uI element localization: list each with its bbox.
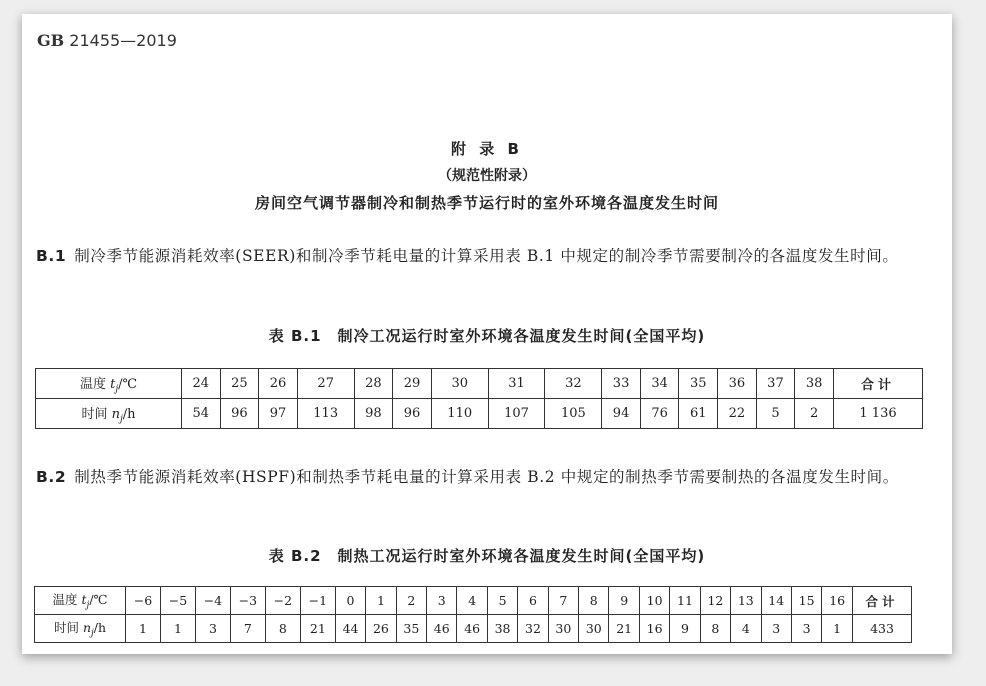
appendix-type: （规范性附录）	[438, 168, 536, 184]
table-cell: 36	[718, 369, 757, 399]
table-cell: 96	[220, 399, 259, 429]
table-cell: 37	[756, 369, 795, 399]
table-b2-time-row	[35, 615, 912, 643]
table-cell: 27	[297, 369, 354, 399]
table-cell: 34	[640, 369, 679, 399]
table-cell: 98	[354, 399, 393, 429]
table-cell: 12	[700, 587, 730, 615]
table-cell: 21	[609, 615, 639, 643]
table-cell: 76	[640, 399, 679, 429]
table-cell: −1	[300, 587, 335, 615]
table-cell: 38	[795, 369, 834, 399]
table-b1-time-row	[36, 399, 923, 429]
table-cell: 13	[731, 587, 761, 615]
table-b1-temp-row	[36, 369, 923, 399]
table-cell: 110	[431, 399, 488, 429]
table-cell: 107	[488, 399, 545, 429]
table-cell: 97	[259, 399, 298, 429]
table-cell: 1	[822, 615, 853, 643]
table-cell: 31	[488, 369, 545, 399]
table-cell: 29	[393, 369, 432, 399]
table-cell: −2	[265, 587, 300, 615]
table-cell: 3	[427, 587, 457, 615]
document-page	[22, 14, 952, 654]
appendix-title: 附 录 B	[451, 140, 523, 158]
table-cell: 26	[366, 615, 396, 643]
table-cell: 38	[487, 615, 517, 643]
table-cell: −5	[160, 587, 195, 615]
clause-b1-number: B.1	[36, 247, 67, 265]
table-cell: 0	[335, 587, 365, 615]
table-b2-temp-row	[35, 587, 912, 615]
table-cell: 8	[700, 615, 730, 643]
table-cell: 1	[160, 615, 195, 643]
table-cell: 32	[518, 615, 548, 643]
table-cell: 46	[427, 615, 457, 643]
standard-prefix: GB	[37, 31, 65, 50]
table-b1-total-header: 合计	[834, 369, 923, 399]
table-cell: 5	[756, 399, 795, 429]
table-b2-time-header: 时间 $n_j/h$	[35, 615, 126, 643]
clause-b1-text: 制冷季节能源消耗效率(SEER)和制冷季节耗电量的计算采用表 B.1 中规定的制冷季节需要制冷的各温度发生时间。	[74, 247, 899, 265]
table-b2-caption: 表 B.2 制热工况运行时室外环境各温度发生时间(全国平均)	[268, 547, 706, 565]
table-cell: 2	[795, 399, 834, 429]
table-cell: 94	[602, 399, 641, 429]
table-cell: 3	[195, 615, 230, 643]
table-cell: 24	[182, 369, 221, 399]
table-cell: 10	[639, 587, 669, 615]
table-cell: 46	[457, 615, 487, 643]
appendix-heading: 房间空气调节器制冷和制热季节运行时的室外环境各温度发生时间	[254, 194, 719, 212]
table-b2	[34, 586, 912, 643]
table-cell: 21	[300, 615, 335, 643]
table-cell: 4	[731, 615, 761, 643]
table-cell: 30	[548, 615, 578, 643]
table-cell: 3	[761, 615, 791, 643]
table-b1	[35, 368, 923, 429]
table-cell: 11	[670, 587, 700, 615]
table-cell: 7	[548, 587, 578, 615]
standard-code	[37, 31, 177, 50]
table-cell: 54	[182, 399, 221, 429]
standard-number: 21455—2019	[69, 31, 177, 50]
clause-b2-text: 制热季节能源消耗效率(HSPF)和制热季节耗电量的计算采用表 B.2 中规定的制热季节需要制热的各温度发生时间。	[74, 468, 899, 486]
table-cell: 105	[545, 399, 602, 429]
table-cell: 35	[679, 369, 718, 399]
table-b2-temp-header: 温度 $t_j/℃$	[35, 587, 126, 615]
table-cell: 4	[457, 587, 487, 615]
table-cell: 30	[431, 369, 488, 399]
table-cell: 26	[259, 369, 298, 399]
clause-b2-number: B.2	[36, 468, 67, 486]
table-cell: 32	[545, 369, 602, 399]
table-cell: −3	[230, 587, 265, 615]
table-cell: −6	[126, 587, 161, 615]
table-cell: 6	[518, 587, 548, 615]
clause-b1	[36, 242, 940, 270]
table-cell: 61	[679, 399, 718, 429]
table-cell: 8	[265, 615, 300, 643]
table-cell: 44	[335, 615, 365, 643]
table-b1-caption: 表 B.1 制冷工况运行时室外环境各温度发生时间(全国平均)	[268, 327, 706, 345]
table-cell: 9	[670, 615, 700, 643]
table-b2-total-header: 合计	[853, 587, 912, 615]
table-cell: 113	[297, 399, 354, 429]
table-b2-total-value: 433	[853, 615, 912, 643]
table-cell: 9	[609, 587, 639, 615]
table-cell: 16	[639, 615, 669, 643]
table-cell: 96	[393, 399, 432, 429]
table-cell: 14	[761, 587, 791, 615]
table-b1-time-header: 时间 $n_j/h$	[36, 399, 182, 429]
table-cell: −4	[195, 587, 230, 615]
table-cell: 7	[230, 615, 265, 643]
table-b1-temp-header: 温度 $t_j/℃$	[36, 369, 182, 399]
table-cell: 16	[822, 587, 853, 615]
table-cell: 28	[354, 369, 393, 399]
table-cell: 22	[718, 399, 757, 429]
table-cell: 15	[791, 587, 821, 615]
table-b1-total-value: 1 136	[834, 399, 923, 429]
table-cell: 5	[487, 587, 517, 615]
table-cell: 1	[126, 615, 161, 643]
table-cell: 8	[579, 587, 609, 615]
table-cell: 25	[220, 369, 259, 399]
table-cell: 1	[366, 587, 396, 615]
clause-b2	[36, 463, 940, 491]
table-cell: 35	[396, 615, 426, 643]
table-cell: 3	[791, 615, 821, 643]
table-cell: 2	[396, 587, 426, 615]
table-cell: 33	[602, 369, 641, 399]
table-cell: 30	[579, 615, 609, 643]
